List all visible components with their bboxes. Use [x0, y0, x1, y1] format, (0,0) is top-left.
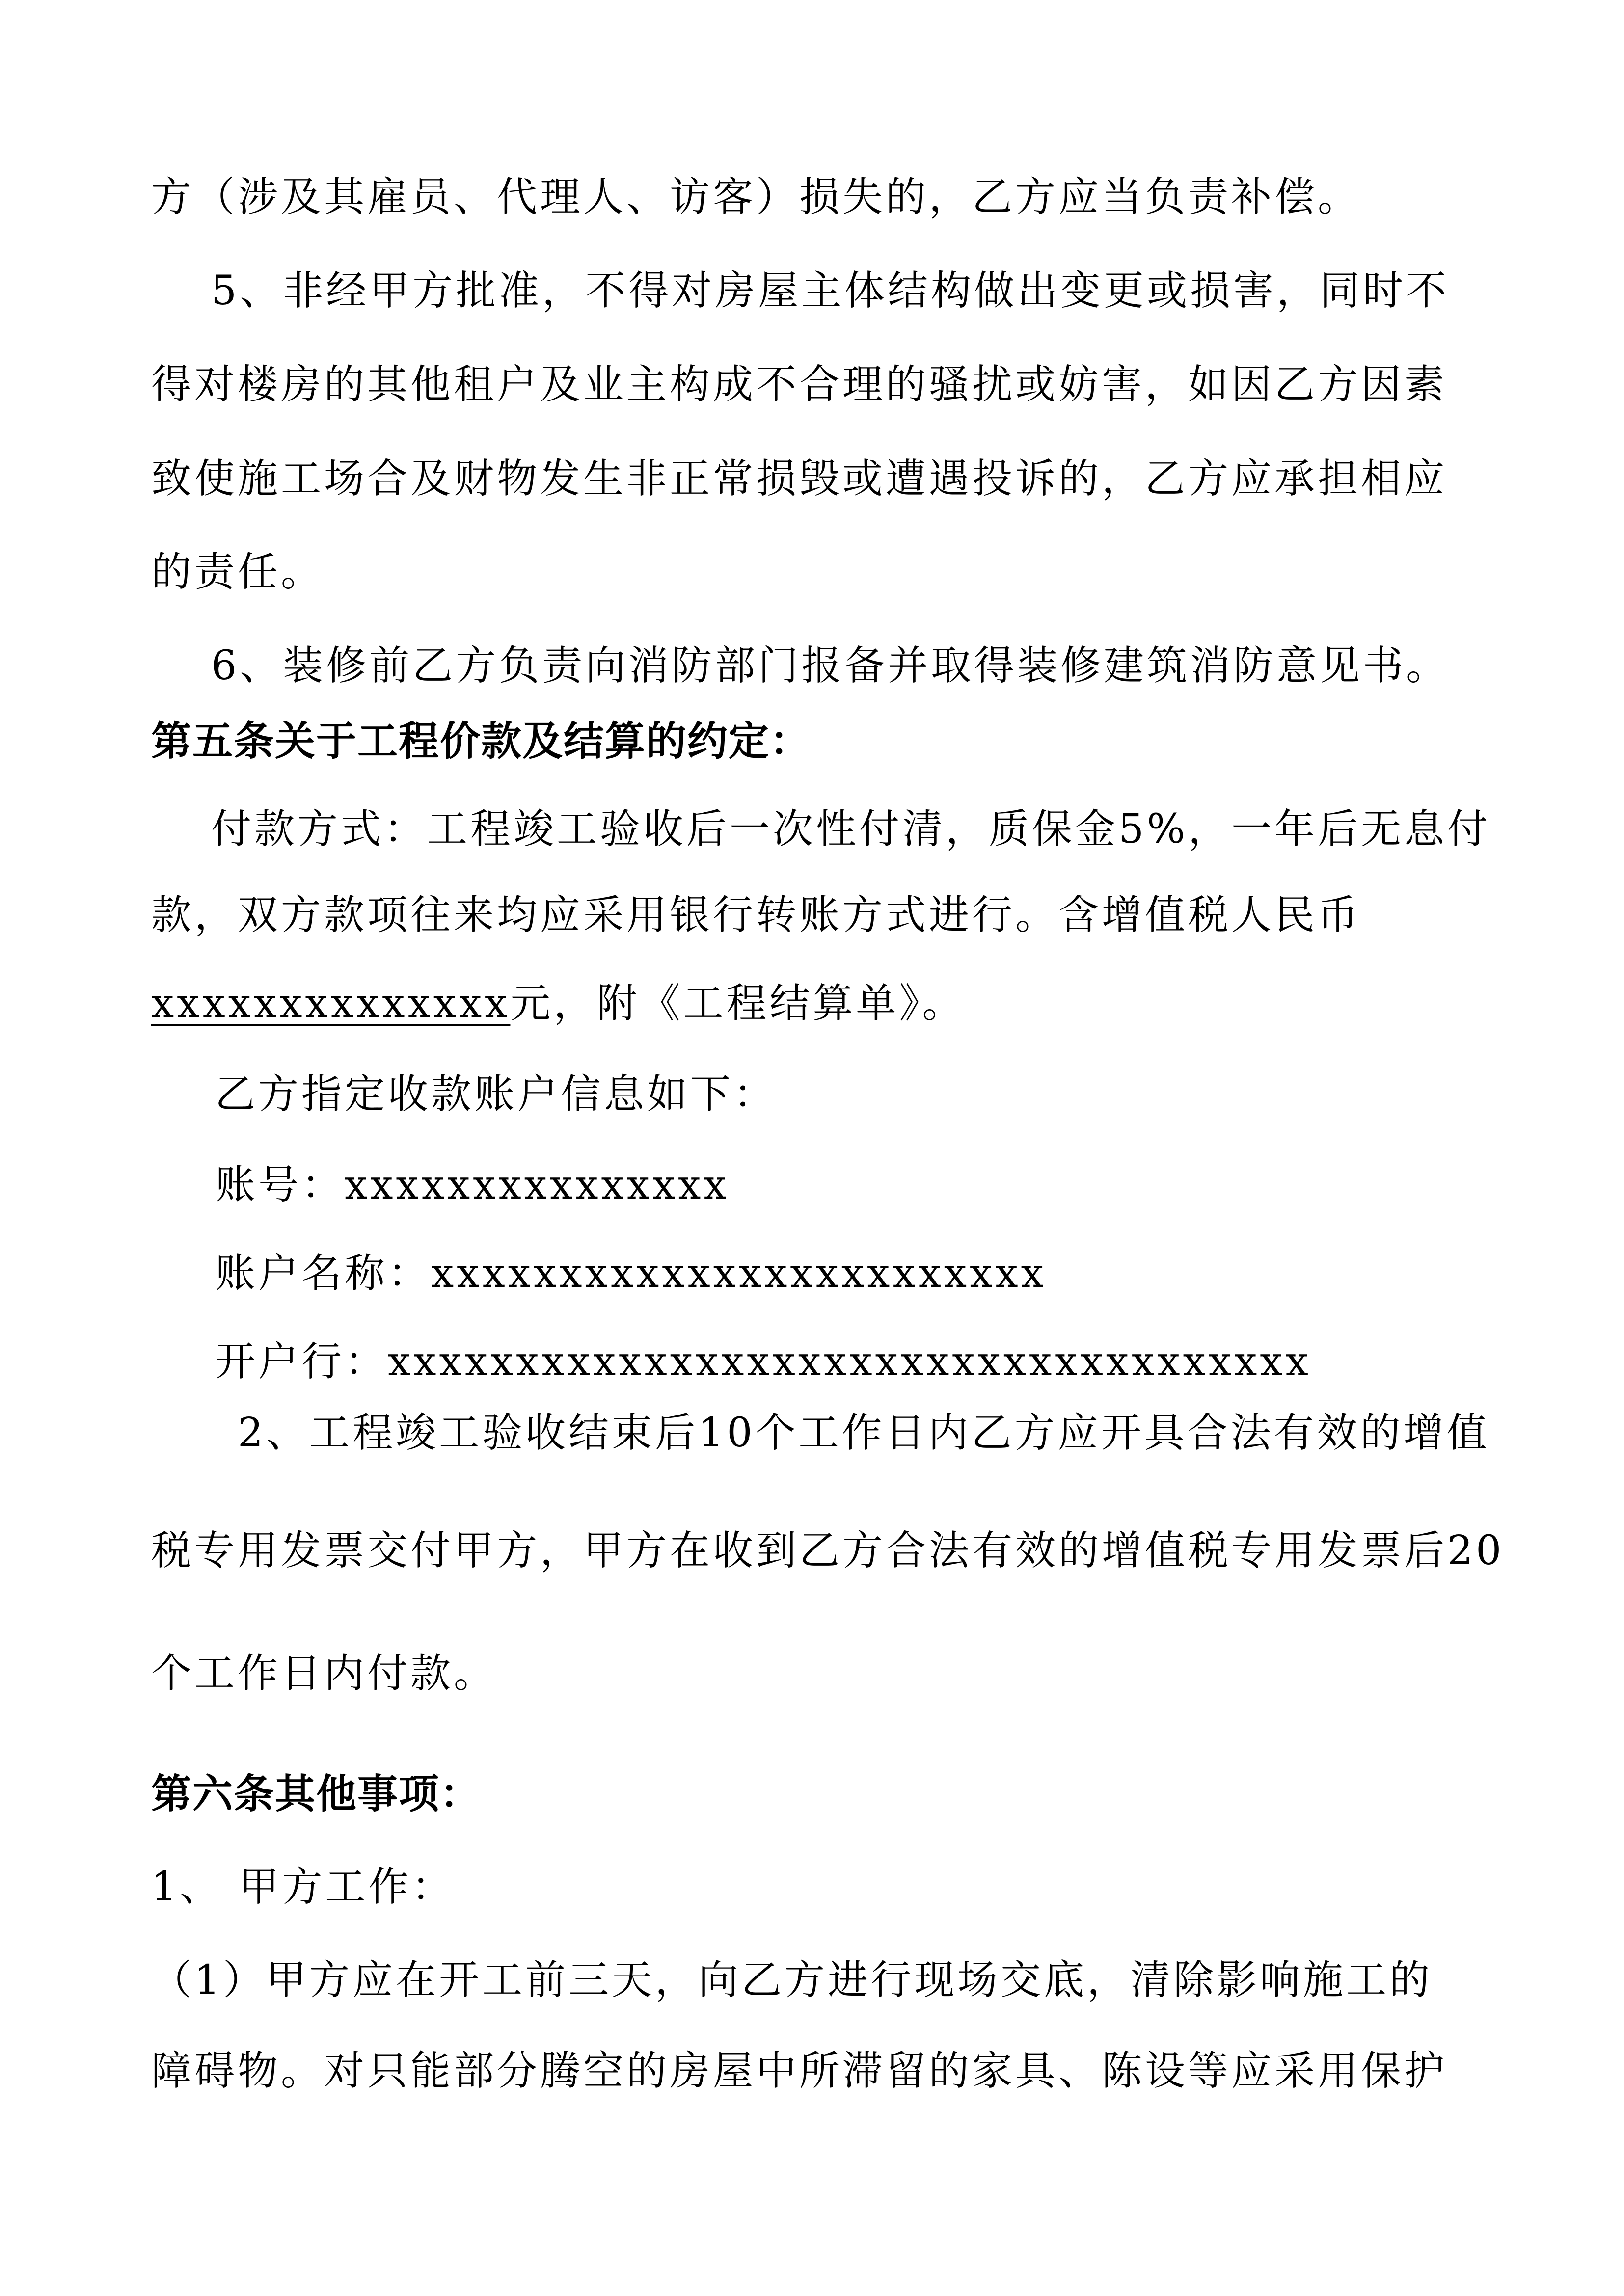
- clause-2-line-2: 税专用发票交付甲方，甲方在收到乙方合法有效的增值税专用发票后20: [151, 1527, 1505, 1574]
- paragraph-line: 方（涉及其雇员、代理人、访客）损失的，乙方应当负责补偿。: [151, 174, 1361, 220]
- party-a-work-heading: 1、 甲方工作：: [151, 1864, 455, 1910]
- amount-value: xxxxxxxxxxxxxx: [151, 980, 511, 1027]
- amount-suffix: 元，附《工程结算单》。: [510, 980, 966, 1027]
- bank-name: 开户行：xxxxxxxxxxxxxxxxxxxxxxxxxxxxxxxxxxxx: [215, 1338, 1311, 1385]
- account-number: 账号：xxxxxxxxxxxxxxx: [215, 1162, 730, 1208]
- clause-2-line-1: 2、工程竣工验收结束后10个工作日内乙方应开具合法有效的增值: [238, 1410, 1490, 1456]
- item-5-line-2: 得对楼房的其他租户及业主构成不合理的骚扰或妨害，如因乙方因素: [151, 361, 1448, 408]
- item-5-line-1: 5、非经甲方批准，不得对房屋主体结构做出变更或损害，同时不: [211, 267, 1450, 314]
- article-6-title: 第六条其他事项：: [151, 1770, 482, 1817]
- account-name: 账户名称：xxxxxxxxxxxxxxxxxxxxxxxx: [215, 1250, 1047, 1297]
- payment-line-1: 付款方式：工程竣工验收后一次性付清，质保金5%，一年后无息付: [211, 806, 1491, 853]
- clause-2-line-3: 个工作日内付款。: [151, 1650, 497, 1697]
- sub-item-1-line-1: （1）甲方应在开工前三天，向乙方进行现场交底，清除影响施工的: [151, 1957, 1433, 2003]
- article-5-title: 第五条关于工程价款及结算的约定：: [151, 718, 812, 765]
- payment-line-2: 款，双方款项往来均应采用银行转账方式进行。含增值税人民币: [151, 892, 1361, 938]
- item-5-line-3: 致使施工场合及财物发生非正常损毁或遭遇投诉的，乙方应承担相应: [151, 455, 1448, 502]
- sub-item-1-line-2: 障碍物。对只能部分腾空的房屋中所滞留的家具、陈设等应采用保护: [151, 2048, 1448, 2094]
- item-6: 6、装修前乙方负责向消防部门报备并取得装修建筑消防意见书。: [211, 642, 1450, 689]
- payment-amount-line: [151, 979, 965, 1028]
- account-intro: 乙方指定收款账户信息如下：: [215, 1071, 777, 1118]
- item-5-line-4: 的责任。: [151, 549, 325, 595]
